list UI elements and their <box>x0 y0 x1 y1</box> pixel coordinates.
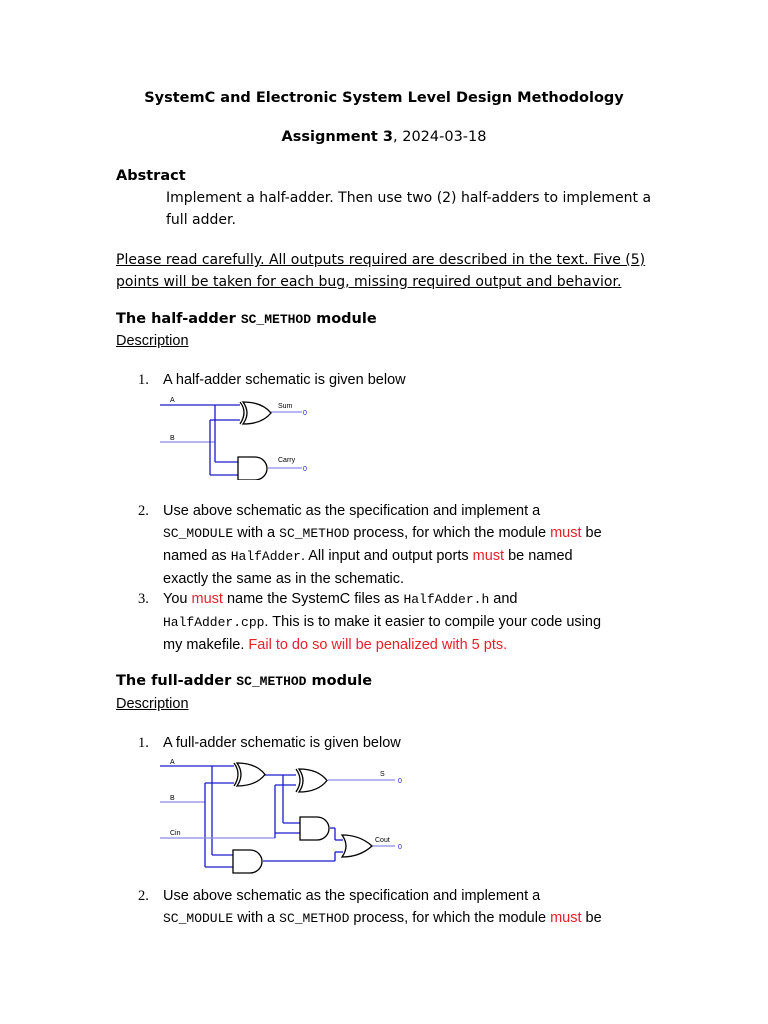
half-item-2-line-2 <box>163 522 663 545</box>
full-item-1-number: 1. <box>138 735 149 751</box>
half-label-a: A <box>170 397 175 404</box>
assignment-label: Assignment 3 <box>281 129 393 145</box>
text-segment: my makefile. <box>163 637 249 653</box>
text-segment: . This is to make it easier to compile your code using <box>264 614 602 630</box>
full-label-a: A <box>170 759 175 766</box>
text-segment: process, for which the module <box>349 525 551 541</box>
full-item-2-line-1: Use above schematic as the specification and implement a <box>163 888 541 904</box>
full-s-value: 0 <box>398 778 402 785</box>
penalty-notice: Fail to do so will be penalized with 5 pts. <box>248 637 508 653</box>
half-label-carry: Carry <box>278 457 296 464</box>
code-sc-method: SC_METHOD <box>279 526 350 541</box>
half-item-3-text <box>163 588 663 656</box>
text-segment: You <box>163 591 192 607</box>
and-gate-1-icon <box>300 817 329 840</box>
half-item-3-number: 3. <box>138 591 149 607</box>
and-gate-2-icon <box>233 850 262 873</box>
full-heading-post: module <box>306 673 373 689</box>
half-heading-pre: The half-adder <box>116 311 241 327</box>
half-heading-code: SC_METHOD <box>240 312 312 327</box>
document-title: SystemC and Electronic System Level Design Methodology <box>144 90 624 106</box>
half-item-2-line-3 <box>163 545 663 568</box>
full-item-2 <box>138 885 658 929</box>
half-item-2-number: 2. <box>138 503 149 519</box>
half-heading-post: module <box>311 311 377 327</box>
full-item-2-line-2 <box>163 907 663 930</box>
half-adder-schematic <box>150 390 320 480</box>
half-item-2-line-1: Use above schematic as the specification and implement a <box>163 503 541 519</box>
full-description-heading: Description <box>116 696 189 712</box>
half-sum-value: 0 <box>303 410 307 417</box>
emphasis-must: must <box>191 591 223 607</box>
abstract-heading: Abstract <box>116 168 186 184</box>
or-gate-icon <box>342 835 372 857</box>
full-adder-heading <box>116 673 372 689</box>
full-item-1-text: A full-adder schematic is given below <box>163 735 401 751</box>
text-segment: . All input and output ports <box>300 548 473 564</box>
full-label-cout: Cout <box>375 837 390 844</box>
code-halfadder-cpp: HalfAdder.cpp <box>163 615 265 630</box>
code-sc-method: SC_METHOD <box>279 911 350 926</box>
text-segment: be <box>581 910 602 926</box>
half-label-sum: Sum <box>278 403 293 410</box>
full-cout-value: 0 <box>398 844 402 851</box>
abstract-text: Implement a half-adder. Then use two (2) half-adders to implement a full adder. <box>166 190 652 228</box>
full-item-2-number: 2. <box>138 888 149 904</box>
half-description-heading: Description <box>116 333 189 349</box>
half-item-2-text <box>163 500 663 590</box>
full-heading-pre: The full-adder <box>116 673 237 689</box>
text-segment: and <box>489 591 518 607</box>
and-gate-icon <box>238 457 267 480</box>
code-halfadder: HalfAdder <box>230 549 301 564</box>
full-label-s: S <box>380 771 385 778</box>
half-item-1-text: A half-adder schematic is given below <box>163 372 406 388</box>
xor-gate-icon <box>240 402 271 424</box>
half-wires <box>160 405 302 475</box>
xor-gate-1-icon <box>234 763 265 786</box>
text-segment: be named <box>504 548 573 564</box>
full-adder-schematic <box>150 755 420 880</box>
text-segment: named as <box>163 548 231 564</box>
full-label-cin: Cin <box>170 830 181 837</box>
assignment-line <box>0 129 768 145</box>
half-item-1-number: 1. <box>138 372 149 388</box>
half-label-b: B <box>170 435 175 442</box>
text-segment: process, for which the module <box>349 910 551 926</box>
assignment-date: 2024-03-18 <box>397 129 487 145</box>
emphasis-must: must <box>550 525 582 541</box>
text-segment: name the SystemC files as <box>222 591 404 607</box>
warning-line-1: Please read carefully. All outputs required are described in the text. Five (5) <box>116 252 646 268</box>
full-label-b: B <box>170 795 175 802</box>
full-heading-code: SC_METHOD <box>236 674 307 689</box>
emphasis-must: must <box>472 548 505 564</box>
half-carry-value: 0 <box>303 466 307 473</box>
half-item-3-line-2 <box>163 611 663 634</box>
emphasis-must: must <box>550 910 582 926</box>
half-adder-heading <box>116 311 377 327</box>
code-sc-module: SC_MODULE <box>163 526 234 541</box>
half-item-3 <box>138 588 658 654</box>
text-segment: be <box>581 525 602 541</box>
half-item-2-line-4: exactly the same as in the schematic. <box>163 571 404 587</box>
code-sc-module: SC_MODULE <box>163 911 234 926</box>
half-item-2 <box>138 500 658 588</box>
xor-gate-2-icon <box>296 769 327 792</box>
half-item-3-line-1 <box>163 588 663 611</box>
assignment-separator: , <box>393 129 398 145</box>
full-item-2-text <box>163 885 663 930</box>
warning-line-2: points will be taken for each bug, missing required output and behavior. <box>116 274 622 290</box>
warning-paragraph <box>116 249 656 293</box>
text-segment: with a <box>233 525 280 541</box>
half-item-3-line-3 <box>163 634 663 656</box>
text-segment: with a <box>233 910 280 926</box>
code-halfadder-h: HalfAdder.h <box>403 592 490 607</box>
